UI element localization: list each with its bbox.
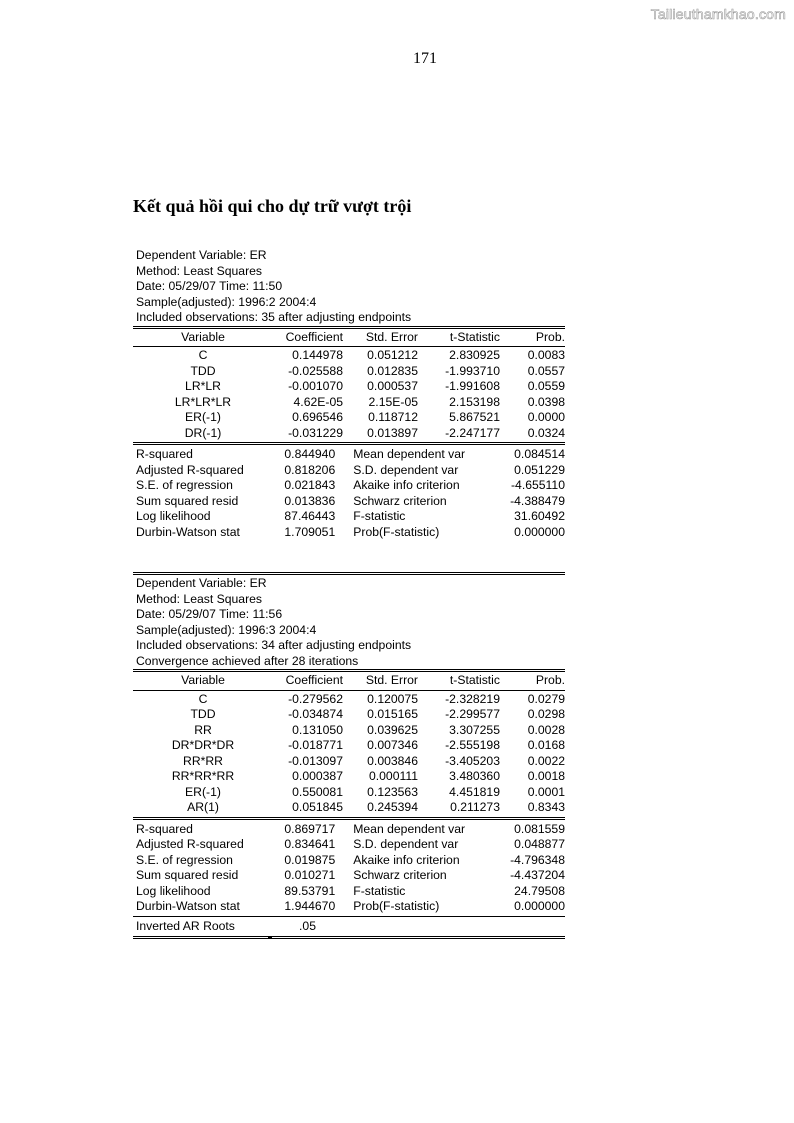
stat-value: -4.437204 (510, 868, 565, 882)
cell-variable: LR*LR*LR (174, 394, 232, 409)
cell-t-statistic: -2.299577 (445, 707, 500, 721)
info-line: Included observations: 35 after adjusting endpoints (136, 310, 412, 324)
stat-label: Prob(F-statistic) (353, 524, 440, 539)
stat-label: R-squared (136, 447, 193, 461)
inverted-ar-roots-label: Inverted AR Roots (136, 918, 235, 933)
table-row (133, 707, 565, 723)
cell-prob: 0.0557 (527, 363, 565, 378)
cell-t-statistic: 3.307255 (449, 722, 500, 737)
cell-prob: 0.0279 (527, 691, 565, 706)
cell-variable: RR (194, 722, 212, 737)
stat-value: 87.46443 (284, 509, 336, 523)
inverted-ar-roots-value: .05 (299, 918, 316, 933)
stat-value: 24.79508 (514, 883, 565, 898)
info-line: Sample(adjusted): 1996:3 2004:4 (136, 622, 317, 637)
stat-label: Akaike info criterion (353, 852, 460, 867)
stat-value: 0.081559 (514, 821, 565, 836)
cell-variable: DR(-1) (184, 425, 222, 440)
cell-variable: DR*DR*DR (171, 738, 235, 752)
table-row (133, 723, 565, 739)
info-line: Date: 05/29/07 Time: 11:50 (136, 279, 283, 293)
cell-coefficient: 4.62E-05 (293, 394, 343, 409)
stat-value: 0.010271 (284, 868, 336, 882)
cell-prob: 0.0028 (527, 722, 565, 737)
cell-coefficient: 0.131050 (292, 722, 343, 737)
page-number: 171 (413, 50, 437, 67)
stat-label: S.E. of regression (136, 852, 233, 867)
cell-std-error: 0.012835 (367, 363, 418, 378)
info-line: Date: 05/29/07 Time: 11:56 (136, 607, 283, 621)
cell-t-statistic: -2.328219 (445, 691, 500, 706)
double-rule (133, 572, 565, 575)
stat-value: 0.048877 (514, 837, 565, 851)
stat-label: S.D. dependent var (353, 837, 459, 851)
stat-value: -4.655110 (511, 478, 565, 492)
stat-label: Prob(F-statistic) (353, 899, 440, 913)
cell-t-statistic: -1.993710 (445, 363, 500, 378)
stat-value: 31.60492 (514, 509, 565, 523)
table-row (133, 754, 565, 770)
cell-t-statistic: 3.480360 (449, 769, 500, 783)
table-row (133, 785, 565, 801)
cell-variable: C (198, 691, 208, 706)
cell-std-error: 0.245394 (367, 800, 418, 814)
stat-value: 0.818206 (284, 462, 336, 477)
cell-t-statistic: 2.153198 (449, 394, 500, 409)
cell-std-error: 0.051212 (367, 348, 418, 362)
cell-variable: ER(-1) (185, 784, 221, 799)
col-header-prob: Prob. (535, 673, 565, 687)
stat-value: 0.869717 (284, 821, 336, 836)
info-line: Sample(adjusted): 1996:2 2004:4 (136, 294, 317, 309)
stat-value: 89.53791 (284, 883, 336, 898)
cell-prob: 0.0324 (527, 425, 565, 440)
info-line: Dependent Variable: ER (136, 576, 267, 590)
cell-prob: 0.0559 (527, 379, 565, 393)
tick-mark (268, 936, 272, 939)
stat-row (133, 509, 565, 525)
cell-variable: ER(-1) (185, 410, 221, 424)
stat-row (133, 463, 565, 479)
table-row (133, 379, 565, 395)
double-rule (133, 936, 565, 939)
cell-variable: RR*RR (183, 753, 223, 768)
cell-variable: RR*RR*RR (171, 769, 235, 783)
cell-coefficient: -0.013097 (288, 753, 343, 768)
stat-label: F-statistic (353, 883, 406, 898)
cell-std-error: 0.000111 (368, 769, 418, 783)
stat-label: Mean dependent var (353, 821, 466, 836)
info-line: Method: Least Squares (136, 263, 263, 278)
stat-row (133, 853, 565, 869)
stat-row (133, 884, 565, 900)
stat-value: 0.844940 (284, 447, 336, 461)
cell-prob: 0.0001 (527, 784, 565, 799)
table-row (133, 395, 565, 411)
cell-t-statistic: -2.247177 (445, 425, 500, 440)
coefficient-rows-2 (133, 691, 565, 817)
cell-prob: 0.0000 (527, 410, 565, 424)
regression-info-1 (133, 248, 565, 326)
stat-value: 0.084514 (514, 447, 565, 461)
summary-stats-1 (133, 445, 565, 541)
cell-variable: TDD (190, 707, 216, 721)
stat-value: -4.796348 (510, 852, 565, 867)
col-header-std-error: Std. Error (365, 673, 418, 687)
cell-std-error: 0.013897 (367, 425, 418, 440)
cell-coefficient: 0.144978 (292, 348, 343, 362)
stat-row (133, 447, 565, 463)
cell-std-error: 0.003846 (367, 753, 418, 768)
stat-value: -4.388479 (510, 493, 565, 508)
cell-prob: 0.0398 (527, 394, 565, 409)
cell-t-statistic: -3.405203 (445, 753, 500, 768)
cell-coefficient: 0.000387 (292, 769, 343, 783)
stat-row (133, 837, 565, 853)
col-header-t-statistic: t-Statistic (449, 673, 500, 687)
cell-t-statistic: 2.830925 (449, 348, 500, 362)
stat-value: 1.709051 (284, 524, 336, 539)
column-headers (133, 672, 565, 690)
summary-stats-2 (133, 820, 565, 916)
stat-row (133, 478, 565, 494)
cell-variable: LR*LR (185, 379, 221, 393)
cell-t-statistic: -1.991608 (445, 379, 500, 393)
cell-coefficient: -0.001070 (288, 379, 343, 393)
col-header-t-statistic: t-Statistic (449, 329, 500, 344)
stat-value: 0.013836 (284, 493, 336, 508)
table-row (133, 364, 565, 380)
info-line: Convergence achieved after 28 iterations (136, 653, 359, 668)
stat-value: 0.019875 (284, 852, 336, 867)
cell-coefficient: -0.018771 (288, 738, 343, 752)
col-header-std-error: Std. Error (365, 329, 418, 344)
cell-prob: 0.0168 (527, 738, 565, 752)
cell-coefficient: 0.051845 (292, 800, 343, 814)
table-row (133, 769, 565, 785)
stat-label: Durbin-Watson stat (136, 524, 240, 539)
stat-label: R-squared (136, 821, 193, 836)
coefficient-rows-1 (133, 347, 565, 442)
cell-t-statistic: 0.211273 (450, 800, 500, 814)
stat-label: S.D. dependent var (353, 462, 459, 477)
watermark-text: Tailieuthamkhao.com (650, 6, 786, 22)
table-row (133, 410, 565, 426)
column-headers (133, 329, 565, 347)
section-heading: Kết quả hồi qui cho dự trữ vượt trội (133, 196, 412, 216)
stat-value: 0.000000 (514, 524, 565, 539)
cell-std-error: 0.000537 (367, 379, 418, 393)
stat-label: Akaike info criterion (353, 478, 460, 492)
cell-std-error: 0.118712 (368, 410, 418, 424)
stat-label: Schwarz criterion (353, 493, 447, 508)
stat-value: 0.051229 (514, 462, 565, 477)
cell-t-statistic: -2.555198 (445, 738, 500, 752)
regression-output-2 (133, 572, 565, 939)
stat-row (133, 899, 565, 915)
stat-label: Schwarz criterion (353, 868, 447, 882)
col-header-variable: Variable (181, 673, 225, 687)
cell-std-error: 2.15E-05 (368, 394, 418, 409)
table-row (133, 800, 565, 816)
stat-label: Log likelihood (136, 509, 211, 523)
cell-std-error: 0.039625 (367, 722, 418, 737)
table-row (133, 692, 565, 708)
cell-prob: 0.8343 (527, 800, 565, 814)
col-header-variable: Variable (181, 329, 225, 344)
col-header-coefficient: Coefficient (285, 673, 343, 687)
cell-variable: AR(1) (187, 800, 219, 814)
cell-coefficient: -0.025588 (288, 363, 343, 378)
cell-prob: 0.0298 (527, 707, 565, 721)
col-header-coefficient: Coefficient (285, 329, 343, 344)
cell-coefficient: 0.550081 (292, 784, 343, 799)
stat-row (133, 525, 565, 541)
cell-coefficient: -0.279562 (288, 691, 343, 706)
stat-row (133, 822, 565, 838)
cell-prob: 0.0018 (527, 769, 565, 783)
cell-std-error: 0.007346 (367, 738, 418, 752)
stat-value: 0.000000 (514, 899, 565, 913)
table-row (133, 348, 565, 364)
stat-label: Sum squared resid (136, 493, 239, 508)
cell-coefficient: -0.031229 (288, 425, 343, 440)
stat-label: F-statistic (353, 509, 406, 523)
info-line: Method: Least Squares (136, 591, 263, 606)
stat-label: Mean dependent var (353, 447, 466, 461)
stat-label: Adjusted R-squared (136, 837, 244, 851)
cell-prob: 0.0022 (527, 753, 565, 768)
cell-variable: C (198, 348, 208, 362)
regression-info-2 (133, 576, 565, 669)
table-row (133, 738, 565, 754)
table-row (133, 426, 565, 442)
stat-label: S.E. of regression (136, 478, 233, 492)
cell-coefficient: -0.034874 (288, 707, 343, 721)
cell-t-statistic: 4.451819 (449, 784, 500, 799)
stat-value: 0.021843 (284, 478, 336, 492)
cell-t-statistic: 5.867521 (449, 410, 500, 424)
info-line: Dependent Variable: ER (136, 248, 267, 262)
cell-std-error: 0.123563 (367, 784, 418, 799)
cell-std-error: 0.015165 (367, 707, 418, 721)
cell-coefficient: 0.696546 (292, 410, 343, 424)
stat-row (133, 494, 565, 510)
inverted-ar-roots-row (133, 917, 565, 937)
stat-row (133, 868, 565, 884)
stat-label: Log likelihood (136, 883, 211, 898)
stat-label: Sum squared resid (136, 868, 239, 882)
info-line: Included observations: 34 after adjusting endpoints (136, 638, 412, 652)
cell-variable: TDD (190, 363, 216, 378)
stat-label: Durbin-Watson stat (136, 899, 240, 913)
cell-prob: 0.0083 (527, 348, 565, 362)
regression-output-1 (133, 248, 565, 541)
cell-std-error: 0.120075 (367, 691, 418, 706)
stat-value: 1.944670 (284, 899, 336, 913)
stat-label: Adjusted R-squared (136, 462, 244, 477)
stat-value: 0.834641 (284, 837, 336, 851)
col-header-prob: Prob. (535, 329, 565, 344)
